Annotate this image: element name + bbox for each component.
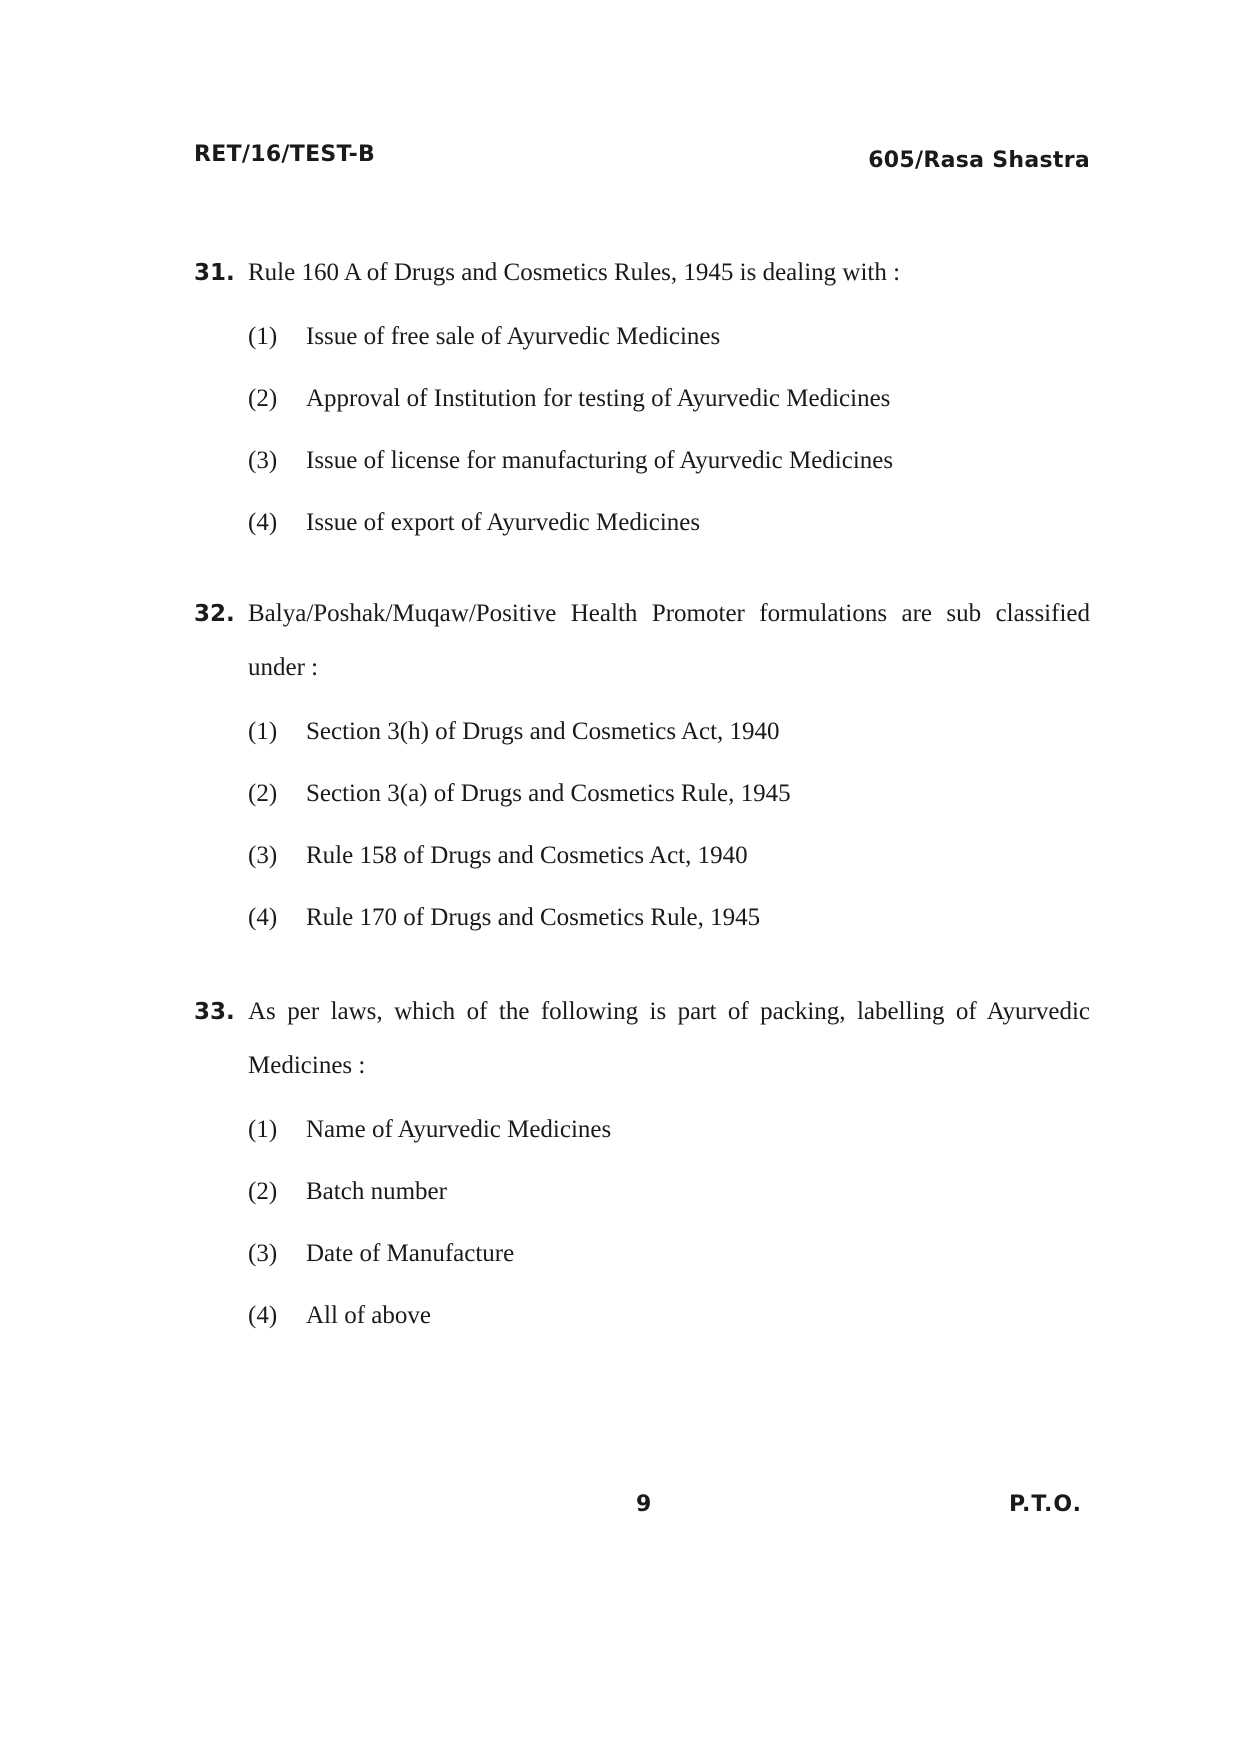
option-item <box>248 887 1090 949</box>
option-text: Name of Ayurvedic Medicines <box>306 1116 612 1143</box>
option-list <box>248 1099 1090 1347</box>
option-text: Approval of Institution for testing of Ayurvedic Medicines <box>306 385 891 412</box>
question-text: Balya/Poshak/Muqaw/Positive Health Promoter formulations are sub classified under : <box>248 600 1090 681</box>
option-item <box>248 368 1090 430</box>
option-item <box>248 825 1090 887</box>
question-number: 33. <box>194 999 235 1025</box>
option-text: Section 3(a) of Drugs and Cosmetics Rule, 1945 <box>306 780 791 807</box>
option-number: (1) <box>248 323 278 350</box>
option-number: (4) <box>248 509 278 536</box>
question-number: 32. <box>194 601 235 627</box>
option-text: Batch number <box>306 1178 447 1205</box>
option-item <box>248 763 1090 825</box>
question-33 <box>194 985 1090 1347</box>
option-number: (4) <box>248 1302 278 1329</box>
question-text: Rule 160 A of Drugs and Cosmetics Rules, 1945 is dealing with : <box>248 259 901 286</box>
subject-title: 605/Rasa Shastra <box>868 148 1090 173</box>
option-number: (2) <box>248 385 278 412</box>
option-number: (2) <box>248 1178 278 1205</box>
option-number: (3) <box>248 447 278 474</box>
option-text: Rule 170 of Drugs and Cosmetics Rule, 1945 <box>306 904 761 931</box>
option-item <box>248 1161 1090 1223</box>
option-text: Issue of free sale of Ayurvedic Medicines <box>306 323 721 350</box>
page-number: 9 <box>636 1492 652 1517</box>
option-number: (1) <box>248 1116 278 1143</box>
question-text: As per laws, which of the following is part of packing, labelling of Ayurvedic Medicines : <box>248 998 1090 1079</box>
option-number: (3) <box>248 1240 278 1267</box>
test-code: RET/16/TEST-B <box>194 142 376 167</box>
option-item <box>248 1285 1090 1347</box>
option-number: (3) <box>248 842 278 869</box>
page-header <box>194 142 1090 173</box>
option-text: All of above <box>306 1302 431 1329</box>
please-turn-over: P.T.O. <box>1008 1492 1082 1517</box>
question-32 <box>194 587 1090 949</box>
option-number: (4) <box>248 904 278 931</box>
option-text: Issue of export of Ayurvedic Medicines <box>306 509 701 536</box>
option-text: Section 3(h) of Drugs and Cosmetics Act, 1940 <box>306 718 780 745</box>
option-number: (2) <box>248 780 278 807</box>
option-text: Date of Manufacture <box>306 1240 515 1267</box>
option-list <box>248 306 1090 554</box>
option-number: (1) <box>248 718 278 745</box>
question-31 <box>194 246 1090 554</box>
option-text: Rule 158 of Drugs and Cosmetics Act, 1940 <box>306 842 748 869</box>
option-item <box>248 430 1090 492</box>
option-item <box>248 306 1090 368</box>
option-list <box>248 701 1090 949</box>
option-item <box>248 701 1090 763</box>
option-item <box>248 1223 1090 1285</box>
option-item <box>248 492 1090 554</box>
option-text: Issue of license for manufacturing of Ayurvedic Medicines <box>306 447 894 474</box>
option-item <box>248 1099 1090 1161</box>
question-number: 31. <box>194 260 235 286</box>
